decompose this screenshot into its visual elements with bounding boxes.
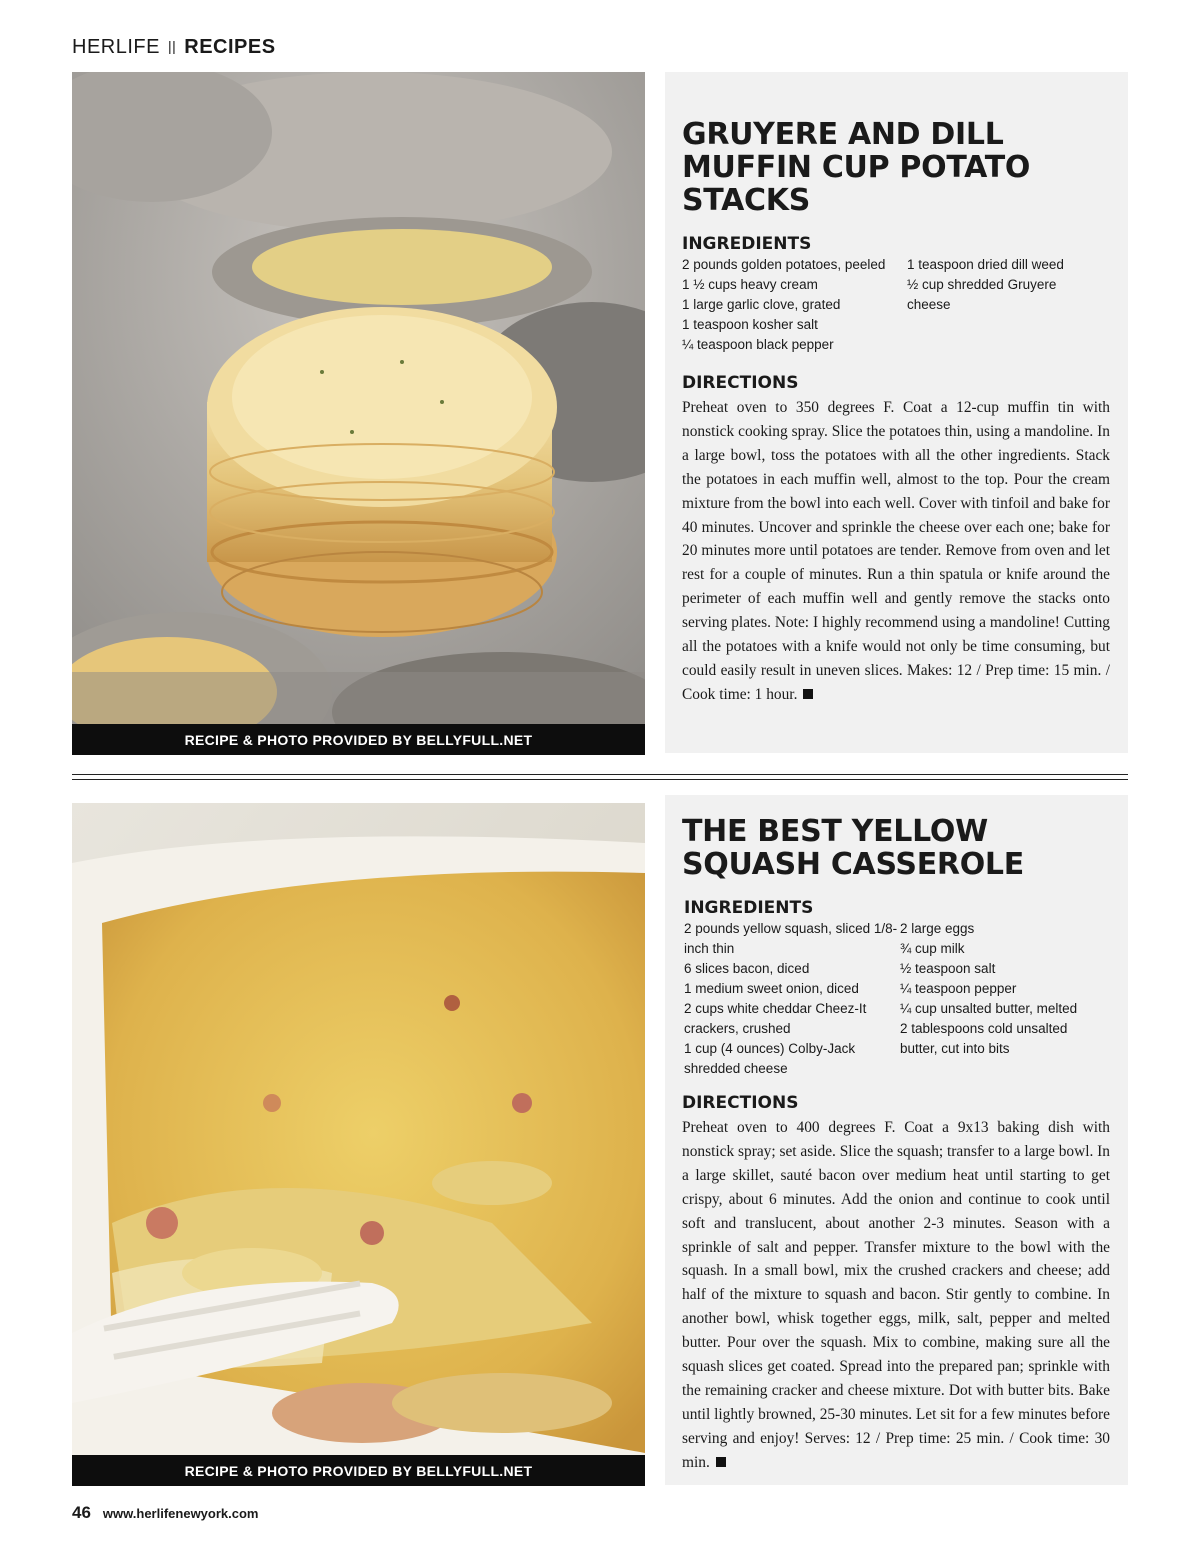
end-mark-icon bbox=[803, 689, 813, 699]
ingredients-column-1 bbox=[682, 255, 907, 355]
ingredient-item: 1 large garlic clove, grated bbox=[682, 297, 841, 312]
directions-body: Preheat oven to 400 degrees F. Coat a 9x13 baking dish with nonstick spray; set aside. Slice the squash; transfer to a large bowl. In a large skillet, sauté bacon over medium heat until starting to get crispy, about 6 minutes. Add the onion and continue to cook until soft and translucent, about another 2-3 minutes. Season with a sprinkle of salt and pepper. Transfer mixture to the bowl with the squash. In a small bowl, mix the crushed crackers and cheese; add half of the mixture to squash and bacon. Stir gently to combine. In another bowl, whisk together eggs, milk, salt, pepper and melted butter. Pour over the squash. Mix to combine, making sure all the squash slices get coated. Spread into the prepared pan; sprinkle with the remaining cracker and cheese mixture. Dot with butter bits. Bake until lightly browned, 25-30 minutes. Let sit for a few minutes before serving and enjoy! Serves: 12 / Prep time: 25 min. / Cook time: 30 min. bbox=[682, 1119, 1110, 1471]
directions-heading: DIRECTIONS bbox=[682, 1093, 799, 1113]
potato-stacks-photo bbox=[72, 72, 645, 755]
directions-heading: DIRECTIONS bbox=[682, 373, 799, 393]
photo-caption: RECIPE & PHOTO PROVIDED BY BELLYFULL.NET bbox=[72, 724, 645, 755]
ingredient-item: 1 cup (4 ounces) Colby-Jack shredded cheese bbox=[684, 1041, 856, 1076]
photo-caption: RECIPE & PHOTO PROVIDED BY BELLYFULL.NET bbox=[72, 1455, 645, 1486]
website-url[interactable]: www.herlifenewyork.com bbox=[102, 1506, 259, 1521]
section-label: RECIPES bbox=[184, 36, 276, 58]
ingredient-item: ½ cup shredded Gruyere cheese bbox=[907, 277, 1057, 312]
section-divider-bottom bbox=[72, 779, 1128, 780]
section-divider-top bbox=[72, 774, 1128, 775]
ingredients-list bbox=[682, 255, 1110, 355]
ingredient-item: 6 slices bacon, diced bbox=[684, 961, 810, 976]
header-separator: || bbox=[167, 38, 177, 54]
end-mark-icon bbox=[716, 1457, 726, 1467]
ingredient-item: 1 ½ cups heavy cream bbox=[682, 277, 818, 292]
potato-stacks-image bbox=[72, 72, 645, 755]
ingredient-item: 2 cups white cheddar Cheez-It crackers, crushed bbox=[684, 1001, 867, 1036]
ingredient-item: ¾ cup milk bbox=[900, 941, 965, 956]
ingredients-heading: INGREDIENTS bbox=[682, 234, 812, 254]
ingredients-column-2 bbox=[900, 919, 1090, 1079]
ingredient-item: ¼ cup unsalted butter, melted bbox=[900, 1001, 1078, 1016]
ingredients-list bbox=[682, 919, 1110, 1079]
ingredient-item: 1 medium sweet onion, diced bbox=[684, 981, 859, 996]
directions-text bbox=[682, 396, 1110, 707]
ingredient-item: 1 teaspoon kosher salt bbox=[682, 317, 818, 332]
squash-casserole-photo bbox=[72, 803, 645, 1486]
page-number: 46 bbox=[72, 1503, 91, 1522]
ingredient-item: 1 teaspoon dried dill weed bbox=[907, 257, 1064, 272]
recipe-title: GRUYERE AND DILL MUFFIN CUP POTATO STACKS bbox=[682, 117, 1031, 218]
ingredients-heading: INGREDIENTS bbox=[684, 898, 814, 918]
directions-body: Preheat oven to 350 degrees F. Coat a 12-cup muffin tin with nonstick cooking spray. Slice the potatoes thin, using a mandoline. In a large bowl, toss the potatoes with all the other ingredients. Stack the potatoes in each muffin well, almost to the top. Pour the cream mixture from the bowl into each well. Cover with tinfoil and bake for 40 minutes. Uncover and sprinkle the cheese over each one; bake for 20 minutes more until potatoes are tender. Remove from oven and let rest for a couple of minutes. Run a thin spatula or knife around the perimeter of each muffin well and gently remove the stacks onto serving plates. Note: I highly recommend using a mandoline! Cutting all the potatoes with a knife would not only be time consuming, but could easily result in uneven slices. Makes: 12 / Prep time: 15 min. / Cook time: 1 hour. bbox=[682, 399, 1110, 703]
recipe-title: THE BEST YELLOW SQUASH CASSEROLE bbox=[682, 814, 1024, 882]
ingredient-item: 2 tablespoons cold unsalted butter, cut into bits bbox=[900, 1021, 1068, 1056]
squash-casserole-image bbox=[72, 803, 645, 1486]
ingredient-item: 2 pounds golden potatoes, peeled bbox=[682, 257, 886, 272]
ingredient-item: ¼ teaspoon pepper bbox=[900, 981, 1017, 996]
ingredient-item: 2 pounds yellow squash, sliced 1/8-inch thin bbox=[684, 921, 898, 956]
ingredient-item: ¼ teaspoon black pepper bbox=[682, 337, 834, 352]
ingredients-column-1 bbox=[684, 919, 900, 1079]
recipe-panel-potato bbox=[665, 72, 1128, 753]
section-header bbox=[72, 36, 276, 59]
ingredients-column-2 bbox=[907, 255, 1087, 355]
brand-label: HERLIFE bbox=[72, 36, 160, 58]
page-footer bbox=[72, 1503, 258, 1523]
ingredient-item: 2 large eggs bbox=[900, 921, 975, 936]
ingredient-item: ½ teaspoon salt bbox=[900, 961, 996, 976]
recipe-panel-squash bbox=[665, 795, 1128, 1485]
directions-text bbox=[682, 1116, 1110, 1475]
